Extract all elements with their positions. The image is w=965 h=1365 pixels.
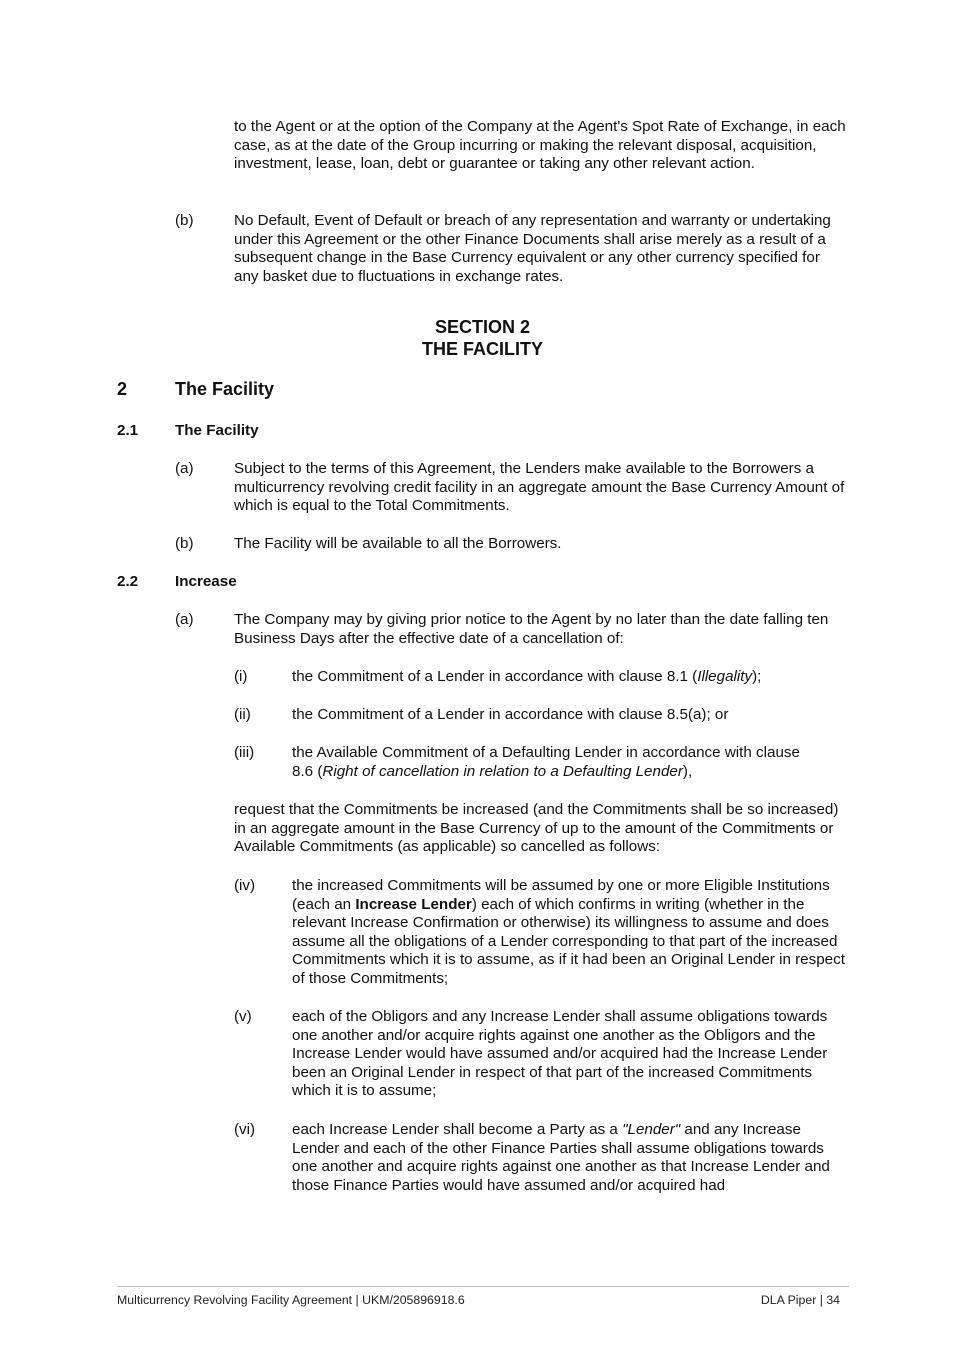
para-b-label: (b) (175, 212, 194, 229)
item-iv-text (292, 877, 848, 989)
clause-2-1-b-label: (b) (175, 535, 194, 552)
item-vi-text-post: and any Increase Lender and each of the other Finance Parties shall assume obligations towards one another and acquire rights against one another as that Increase Lender and those Finance Parties would have assumed and/or acquired had (292, 1121, 830, 1194)
footer-divider (117, 1286, 849, 1287)
item-vi-text-italic: "Lender" (622, 1121, 681, 1138)
item-v-text: each of the Obligors and any Increase Lender shall assume obligations towards one another and/or acquire rights against one another as the Obligors and the Increase Lender would have assumed and/or acquired had the Increase Lender been an Original Lender in respect of that part of the increased Commitments which it is to assume; (292, 1008, 828, 1100)
clause-2-1-number: 2.1 (117, 422, 139, 439)
item-v-label: (v) (234, 1008, 252, 1025)
item-i-text-italic: Illegality (697, 668, 753, 685)
section-heading-number: SECTION 2 (434, 317, 531, 337)
item-vi-text (292, 1121, 848, 1195)
clause-2-1-a-label: (a) (175, 460, 194, 477)
clause-2-1-title: The Facility (175, 422, 259, 439)
clause-2-2-a-text: The Company may by giving prior notice to the Agent by no later than the date falling ten Business Days after the effective date of a cancellation of: (234, 611, 829, 647)
item-i-text-pre: the Commitment of a Lender in accordance with clause 8.1 ( (292, 668, 698, 685)
clause-2-title: The Facility (175, 379, 275, 399)
clause-2-2-number: 2.2 (117, 573, 139, 590)
item-iv-text-post: ) each of which confirms in writing (whether in the relevant Increase Confirmation or otherwise) its willingness to assume and does assume all the obligations of a Lender corresponding to that part of the increased Commitments which it is to assume, as if it had been an Original Lender in respect of those Commitments; (292, 895, 845, 987)
item-iv-text-bold: Increase Lender (355, 895, 472, 913)
footer-page-number: DLA Piper | 34 (760, 1293, 840, 1307)
item-i-text (292, 668, 848, 687)
clause-2-1-b-text: The Facility will be available to all the Borrowers. (234, 535, 562, 552)
item-iv-label: (iv) (234, 877, 256, 894)
item-i-text-post: ); (752, 668, 762, 685)
item-vi-label: (vi) (234, 1121, 256, 1138)
footer-document-reference: Multicurrency Revolving Facility Agreement | UKM/205896918.6 (117, 1293, 465, 1307)
item-ii-label: (ii) (234, 706, 251, 723)
clause-2-1-a-text: Subject to the terms of this Agreement, the Lenders make available to the Borrowers a multicurrency revolving credit facility in an aggregate amount the Base Currency Amount of which is equal to the Total Commitments. (234, 460, 845, 515)
clause-2-number: 2 (117, 379, 128, 399)
item-iii-text-pre: the Available Commitment of a Defaulting Lender in accordance with clause 8.6 ( (292, 744, 800, 780)
item-iii-label: (iii) (234, 744, 255, 761)
continuation-paragraph: to the Agent or at the option of the Company at the Agent's Spot Rate of Exchange, in each case, as at the date of the Group incurring or making the relevant disposal, acquisition, investment, lease, loan, debt or guarantee or taking any other relevant action. (234, 118, 846, 173)
clause-2-2-a-label: (a) (175, 611, 194, 628)
para-b-text: No Default, Event of Default or breach of any representation and warranty or undertaking under this Agreement or the other Finance Documents shall arise merely as a result of a subsequent change in the Base Currency equivalent or any other currency specified for any basket due to fluctuations in exchange rates. (234, 212, 831, 285)
item-i-label: (i) (234, 668, 248, 685)
item-iii-text-italic: Right of cancellation in relation to a Defaulting Lender (322, 762, 683, 780)
item-vi-text-pre: each Increase Lender shall become a Party as a (292, 1121, 623, 1138)
item-iv-text-pre: the increased Commitments will be assumed by one or more Eligible Institutions (each an (292, 877, 830, 913)
item-iii-text-post: ), (682, 762, 693, 780)
item-iii-text (292, 744, 802, 781)
section-heading-title: THE FACILITY (422, 339, 543, 359)
clause-2-2-title: Increase (175, 573, 237, 590)
item-ii-text: the Commitment of a Lender in accordance with clause 8.5(a); or (292, 706, 729, 723)
request-paragraph: request that the Commitments be increased (and the Commitments shall be so increased) in an aggregate amount in the Base Currency of up to the amount of the Commitments or Available Commitments (as applicable) so cancelled as follows: (234, 801, 839, 856)
